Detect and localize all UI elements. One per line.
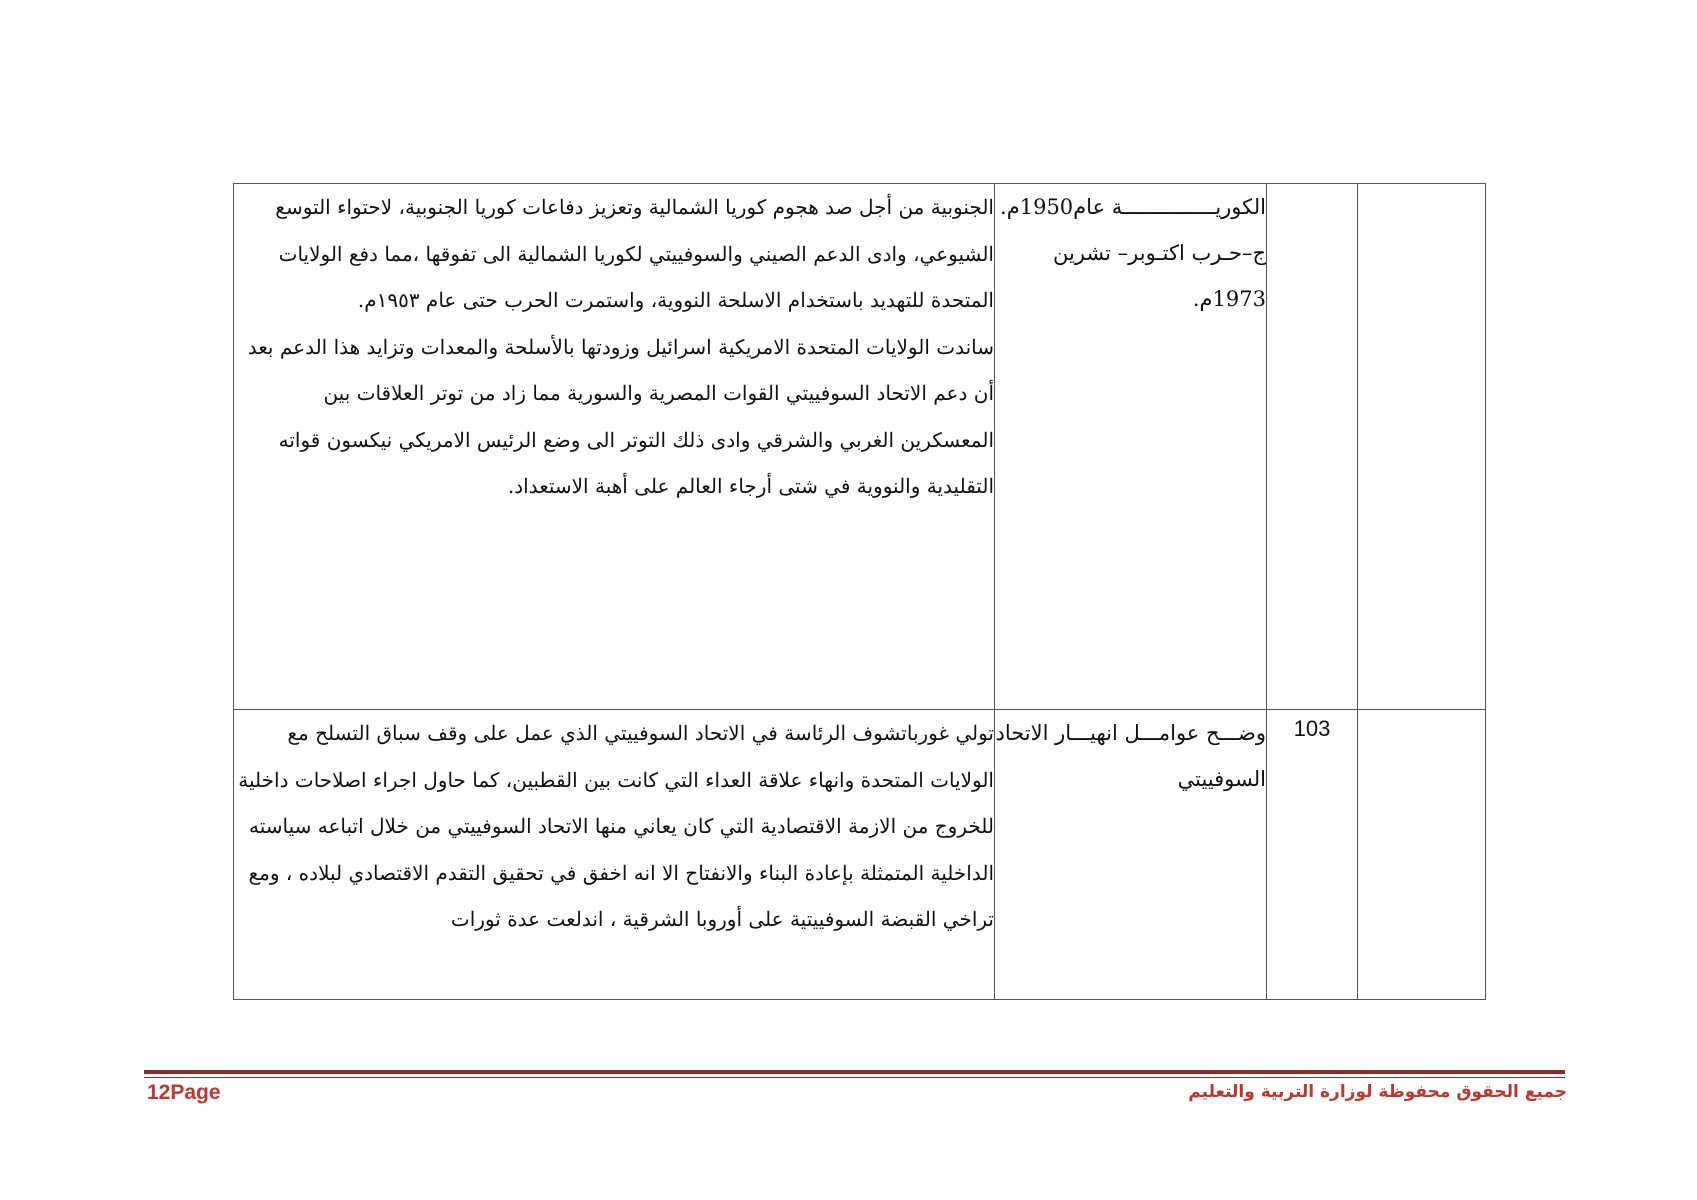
answer-korean-war: الجنوبية من أجل صد هجوم كوريا الشمالية وتعزيز دفاعات كوريا الجنوبية، لاحتواء التوسع الشيوعي، وادى الدعم الصيني والسوفييتي لكوريا الشمالية الى تفوقها ،مما دفع الولايات المتحدة للتهديد باستخدام الاسلحة النووية، واستمرت الحرب حتى عام ١٩٥٣م. bbox=[275, 195, 994, 312]
notes-cell bbox=[1358, 710, 1486, 1000]
answer-cell bbox=[234, 710, 995, 1000]
topic-cell bbox=[995, 710, 1267, 1000]
topic-october-war: ج–حـرب اكتـوبر– تشرين 1973م. bbox=[1053, 241, 1266, 311]
topic-korean-war: الكوريـــــــــــــــة عام1950م. bbox=[1000, 195, 1266, 219]
answer-table bbox=[233, 183, 1486, 1000]
table-row bbox=[234, 710, 1486, 1000]
answer-october-war: ساندت الولايات المتحدة الامريكية اسرائيل وزودتها بالأسلحة والمعدات وتزايد هذا الدعم بعد أن دعم الاتحاد السوفييتي القوات المصرية والسورية مما زاد من توتر العلاقات بين المعسكرين الغربي والشرقي وادى ذلك التوتر الى وضع الرئيس الامريكي نيكسون قواته التقليدية والنووية في شتى أرجاء العالم على أهبة الاستعداد. bbox=[247, 334, 994, 498]
answer-cell bbox=[234, 184, 995, 710]
question-number-cell: 103 bbox=[1267, 710, 1358, 1000]
footer-divider-thin bbox=[144, 1077, 1565, 1078]
notes-cell bbox=[1358, 184, 1486, 710]
topic-soviet-collapse: وضـــح عوامـــل انهيـــار الاتحاد السوفييتي bbox=[995, 721, 1266, 791]
answer-soviet-collapse: تولي غورباتشوف الرئاسة في الاتحاد السوفييتي الذي عمل على وقف سباق التسلح مع الولايات المتحدة وانهاء علاقة العداء التي كانت بين القطبين، كما حاول اجراء اصلاحات داخلية للخروج من الازمة الاقتصادية التي كان يعاني منها الاتحاد السوفييتي من خلال اتباعه سياسته الداخلية المتمثلة بإعادة البناء والانفتاح الا انه اخفق في تحقيق التقدم الاقتصادي لبلاده ، ومع تراخي القبضة السوفييتية على أوروبا الشرقية ، اندلعت عدة ثورات bbox=[238, 721, 994, 931]
topic-cell bbox=[995, 184, 1267, 710]
footer-divider bbox=[144, 1070, 1565, 1074]
table-row bbox=[234, 184, 1486, 710]
page-number: 12Page bbox=[147, 1081, 221, 1104]
copyright-notice: جميع الحقوق محفوظة لوزارة التربية والتعليم bbox=[1188, 1082, 1567, 1102]
question-number-cell bbox=[1267, 184, 1358, 710]
